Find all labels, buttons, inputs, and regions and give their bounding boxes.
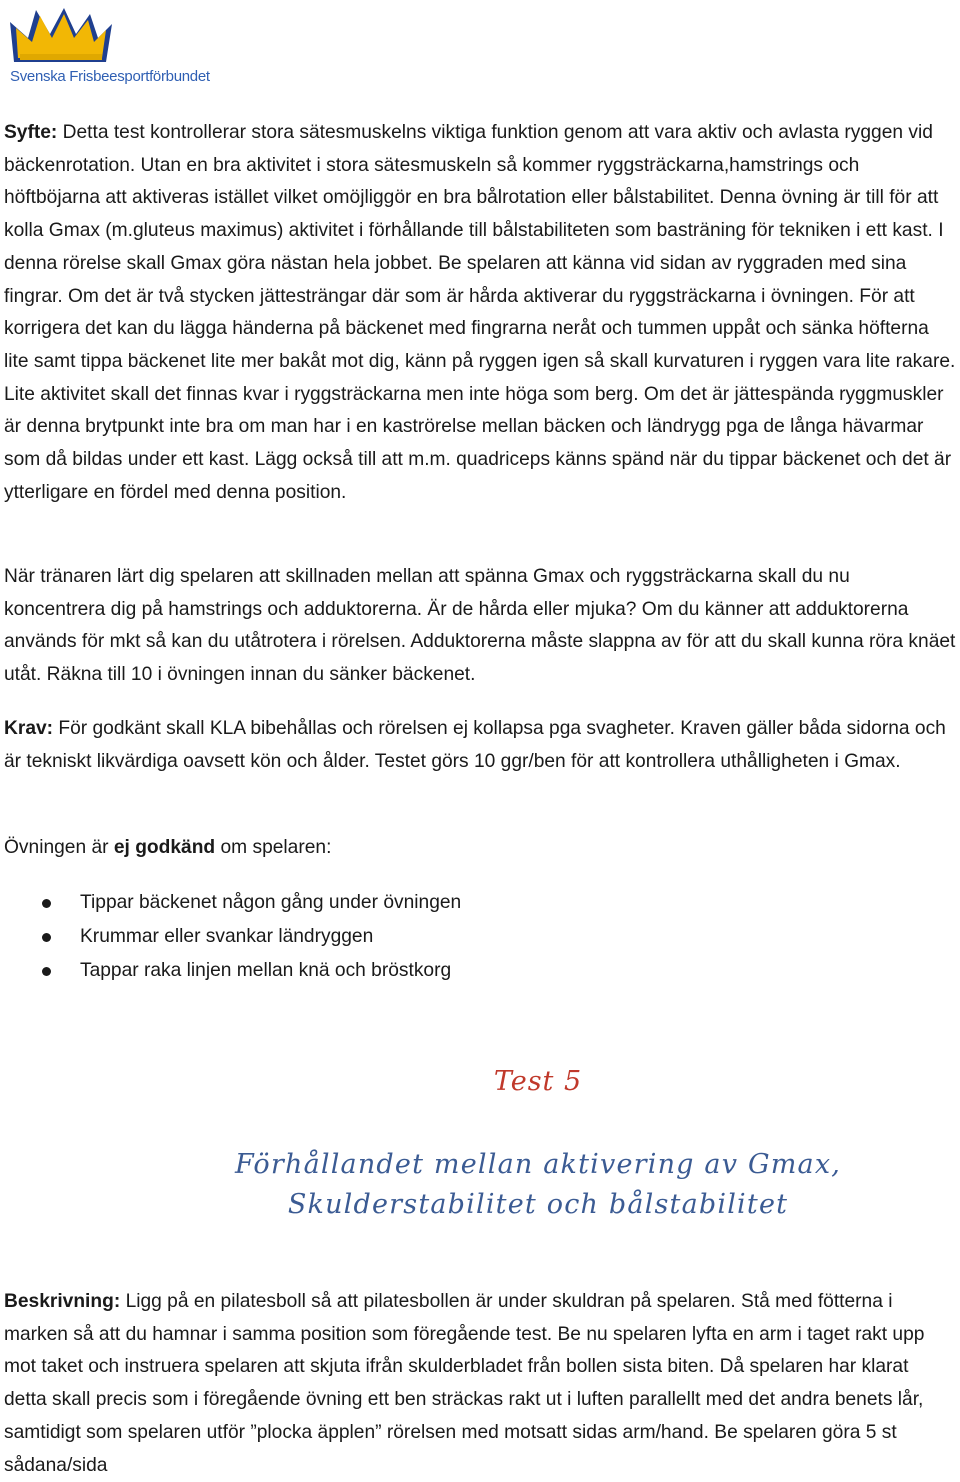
not-approved-bold: ej godkänd: [113, 837, 216, 858]
test-title: Test 5: [493, 1066, 583, 1097]
list-item: Krummar eller svankar ländryggen: [0, 920, 461, 954]
list-item: Tippar bäckenet någon gång under övningen: [0, 886, 461, 920]
purpose-label: Syfte:: [4, 122, 58, 143]
requirements-label: Krav:: [4, 718, 54, 739]
not-approved-before: Övningen är: [4, 837, 114, 858]
description-paragraph: [4, 1286, 956, 1482]
failure-criteria-list: [0, 886, 461, 988]
hamstrings-text: När tränaren lärt dig spelaren att skillnaden mellan att spänna Gmax och ryggsträckarna skall du nu koncentrera dig på hamstrings och adduktorerna. Är de hårda eller mjuka? Om du känner att adduktorerna används för mkt så kan du utåtrotera i rörelsen. Adduktorerna måste slappna av för att du skall kunna röra knäet utåt. Räkna till 10 i övningen innan du sänker bäckenet.: [4, 566, 956, 686]
hamstrings-paragraph: [4, 561, 956, 692]
purpose-text: Detta test kontrollerar stora sätesmuskelns viktiga funktion genom att vara aktiv och avlasta ryggen vid bäckenrotation. Utan en bra aktivitet i stora sätesmuskeln så kommer ryggsträckarna,hamstrings och höftböjarna att aktiveras istället vilket omöjliggör en bra bålrotation eller bålstabilitet. Denna övning är till för att kolla Gmax (m.gluteus maximus) aktivitet i förhållande till bålstabiliteten som basträning för tekniken i ett kast. I denna rörelse skall Gmax göra nästan hela jobbet. Be spelaren att känna vid sidan av ryggraden med sina fingrar. Om det är två stycken jättesträngar där som är hårda aktiverar du ryggsträckarna i övningen. För att korrigera det kan du lägga händerna på bäckenet med fingrarna neråt och tummen uppåt och sänka höfterna lite samt tippa bäckenet lite mer bakåt mot dig, känn på ryggen igen så skall kurvaturen i ryggen vara lite rakare. Lite aktivitet skall det finnas kvar i ryggsträckarna men inte höga som berg. Om det är jättespända ryggmuskler är denna brytpunkt inte bra om man har i en kaströrelse mellan bäcken och ländrygg pga de långa hävarmar som då bildas under ett kast. Lägg också till att m.m. quadriceps känns spänd när du tippar bäckenet och det är ytterligare en fördel med denna position.: [4, 122, 956, 503]
not-approved-after: om spelaren:: [215, 837, 332, 858]
crown-icon: [6, 4, 116, 68]
bullet-icon: [42, 899, 51, 908]
not-approved-paragraph: [4, 832, 956, 865]
test-subtitle: Förhållandet mellan aktivering av Gmax, Skulderstabilitet och bålstabilitet: [234, 1149, 842, 1220]
requirements-text: För godkänt skall KLA bibehållas och rörelsen ej kollapsa pga svagheter. Kraven gäller båda sidorna och är tekniskt likvärdiga oavsett kön och ålder. Testet görs 10 ggr/ben för att kontrollera uthålligheten i Gmax.: [4, 718, 946, 772]
list-item: Tappar raka linjen mellan knä och bröstkorg: [0, 954, 461, 988]
logo-text: Svenska Frisbeesportförbundet: [10, 68, 210, 85]
federation-logo: [6, 4, 218, 88]
description-label: Beskrivning:: [4, 1291, 121, 1312]
description-text: Ligg på en pilatesboll så att pilatesbollen är under skuldran på spelaren. Stå med fötterna i marken så att du hamnar i samma position som föregående test. Be nu spelaren lyfta en arm i taget rakt upp mot taket och instruera spelaren att skjuta ifrån skulderbladet från bollen sista biten. Då spelaren har klarat detta skall precis som i föregående övning ett ben sträckas rakt ut i luften parallellt med det andra benets lår, samtidigt som spelaren utför ”plocka äpplen” rörelsen med motsatt sidas arm/hand. Be spelaren göra 5 st sådana/sida: [4, 1291, 925, 1476]
bullet-icon: [42, 967, 51, 976]
requirements-paragraph: [4, 713, 956, 778]
purpose-paragraph: [4, 117, 956, 509]
bullet-icon: [42, 933, 51, 942]
